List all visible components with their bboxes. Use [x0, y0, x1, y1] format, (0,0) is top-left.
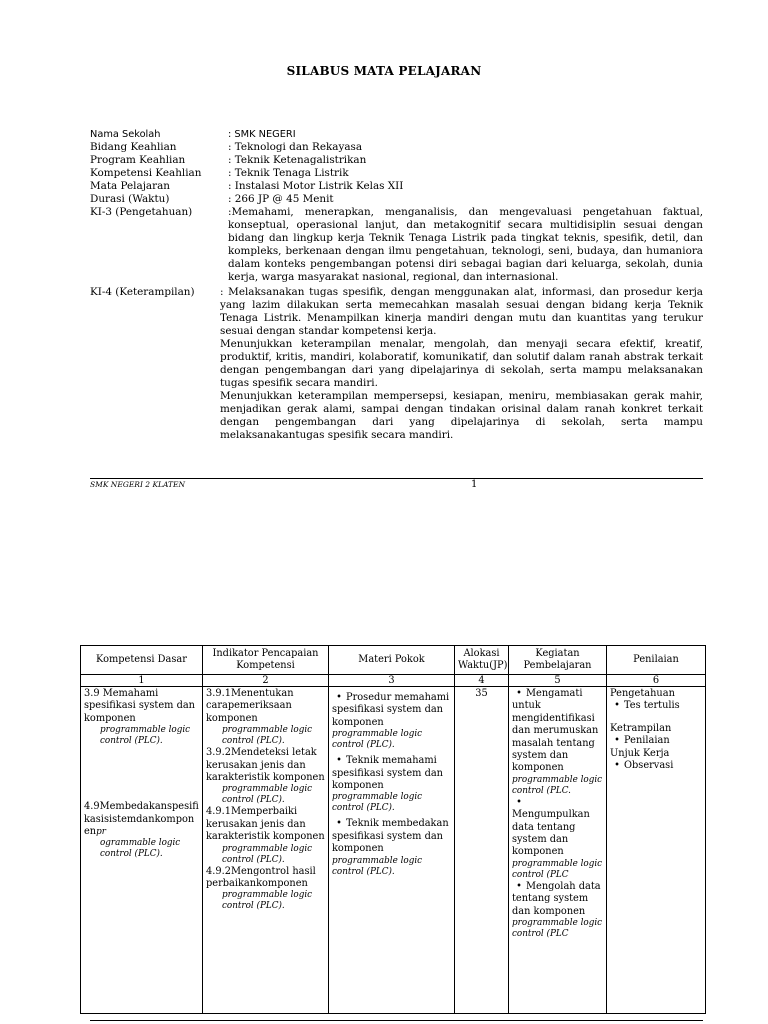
kd-text: Membedakanspesifikasisistemdankomponen: [84, 801, 199, 838]
ki3-text: :Memahami, menerapkan, menganalisis, dan mengevaluasi pengetahuan faktual, konseptual, operasional lanjut, dan metakognitif secara multidisiplin sesuai dengan bidang dan lingkup kerja Teknik Tenaga Listrik pada tingkat teknis, spesifik, detil, dan kompleks, berkenaan dengan ilmu pengetahuan, teknologi, seni, budaya, dan humaniora dalam konteks pengembangan potensi diri sebagai bagian dari keluarga, sekolah, dunia kerja, warga masyarakat nasional, regional, dan internasional.: [228, 206, 703, 283]
materi-italic: programmable logic control (PLC).: [332, 729, 423, 751]
header-indikator: Indikator Pencapaian Kompetensi: [203, 646, 329, 675]
kd-italic: programmable logic control (PLC).: [100, 725, 191, 747]
bullet-icon: •: [516, 688, 522, 699]
penilaian-text: Observasi: [624, 760, 674, 772]
info-value: : Teknik Tenaga Listrik: [228, 167, 349, 179]
spacer: [84, 747, 199, 801]
penilaian-text: Penilaian Unjuk Kerja: [610, 735, 670, 759]
info-label: Nama Sekolah: [90, 129, 161, 140]
indicator-italic: programmable logic control (PLC).: [222, 725, 313, 747]
ki4-paragraph-2: Menunjukkan keterampilan menalar, mengolah, dan menyaji secara efektif, kreatif, produktif, kritis, mandiri, kolaboratif, komunikatif, dan solutif dalam ranah abstrak terkait dengan pengembangan dari yang dipelajarinya di sekolah, serta mampu melaksanakan tugas spesifik secara mandiri.: [220, 338, 703, 389]
kegiatan-italic: programmable logic control (PLC: [512, 858, 603, 880]
indicator-code: 4.9.2: [206, 865, 231, 877]
cell-kompetensi-dasar: [81, 687, 203, 1014]
bullet-icon: •: [614, 760, 620, 772]
list-item: [610, 760, 702, 772]
list-item: [332, 755, 451, 792]
kegiatan-text: Mengamati untuk mengidentifikasi dan merumuskan masalah tentang system dan komponen: [512, 688, 599, 774]
cell-alokasi-waktu: 35: [455, 687, 509, 1014]
info-row-subject: [90, 180, 703, 193]
materi-text: Teknik memahami spesifikasi system dan komponen: [332, 755, 443, 792]
indicator-text: Mendeteksi letak kerusakan jenis dan karakteristik komponen: [206, 747, 325, 784]
cell-penilaian: [607, 687, 706, 1014]
footer-divider: [90, 1020, 703, 1021]
info-value: : Teknologi dan Rekayasa: [228, 141, 363, 153]
kd-code: 3.9: [84, 688, 100, 699]
column-number: 1: [81, 675, 203, 687]
ki4-paragraph-1: : Melaksanakan tugas spesifik, dengan menggunakan alat, informasi, dan prosedur kerja yang lazim dilakukan serta memecahkan masalah sesuai dengan bidang kerja Teknik Tenaga Listrik. Menampilkan kinerja mandiri dengan mutu dan kuantitas yang terukur sesuai dengan standar kompetensi kerja.: [220, 286, 703, 337]
header-penilaian: Penilaian: [607, 646, 706, 675]
header-kompetensi-dasar: Kompetensi Dasar: [81, 646, 203, 675]
indicator-item: [206, 688, 325, 725]
cell-materi-pokok: [329, 687, 455, 1014]
bullet-icon: •: [336, 692, 342, 703]
info-label: Kompetensi Keahlian: [90, 167, 202, 179]
indicator-item: [206, 747, 325, 784]
header-kegiatan: Kegiatan Pembelajaran: [509, 646, 607, 675]
info-row-program: [90, 154, 703, 167]
kd-code: 4.9: [84, 801, 100, 813]
syllabus-info: [90, 128, 703, 442]
kegiatan-text: Mengolah data tentang system dan komponen: [512, 880, 601, 917]
info-row-school: [90, 128, 703, 141]
list-item: [512, 688, 603, 775]
column-number: 4: [455, 675, 509, 687]
indicator-code: 4.9.1: [206, 806, 231, 818]
kd-italic-inline: pr: [96, 827, 106, 838]
kegiatan-italic: programmable logic control (PLC: [512, 918, 603, 940]
indicator-text: Mengontrol hasil perbaikankomponen: [206, 865, 316, 890]
header-materi-pokok: Materi Pokok: [329, 646, 455, 675]
indicator-text: Menentukan carapemeriksaan komponen: [206, 688, 294, 724]
list-item: [512, 881, 603, 918]
bullet-icon: •: [336, 818, 342, 830]
cell-kegiatan: [509, 687, 607, 1014]
kd-italic: ogrammable logic control (PLC).: [100, 838, 181, 860]
ki4-label: KI-4 (Keterampilan): [90, 286, 195, 298]
column-number: 2: [203, 675, 329, 687]
penilaian-heading: Pengetahuan: [610, 688, 675, 699]
indicator-code: 3.9.1: [206, 688, 231, 699]
list-item: [610, 700, 702, 712]
bullet-icon: •: [614, 735, 620, 747]
table-number-row: [81, 675, 706, 687]
list-item: [610, 735, 702, 760]
indicator-text: Memperbaiki kerusakan jenis dan karakteristik komponen: [206, 806, 325, 843]
bullet-icon: •: [614, 700, 620, 712]
info-row-ki4: [90, 286, 703, 442]
footer-school-name: SMK NEGERI 2 KLATEN: [90, 480, 186, 489]
header-alokasi-waktu: Alokasi Waktu(JP): [455, 646, 509, 675]
materi-italic: programmable logic control (PLC).: [332, 792, 423, 814]
syllabus-table: [80, 645, 706, 1014]
info-row-duration: [90, 193, 703, 206]
bullet-icon: •: [516, 796, 522, 808]
ki4-text: [220, 286, 703, 442]
info-label: Bidang Keahlian: [90, 141, 177, 153]
list-item: [512, 797, 603, 859]
info-value: : Instalasi Motor Listrik Kelas XII: [228, 180, 404, 192]
bullet-icon: •: [336, 755, 342, 767]
info-row-field: [90, 141, 703, 154]
kd-text: Memahami spesifikasi system dan komponen: [84, 688, 195, 724]
column-number: 5: [509, 675, 607, 687]
info-label: Mata Pelajaran: [90, 180, 170, 192]
indicator-italic: programmable logic control (PLC).: [222, 784, 313, 806]
info-label: Durasi (Waktu): [90, 193, 170, 205]
materi-text: Prosedur memahami spesifikasi system dan komponen: [332, 692, 450, 728]
bullet-icon: •: [516, 880, 522, 892]
indicator-item: [206, 866, 325, 891]
indicator-italic: programmable logic control (PLC).: [222, 890, 313, 912]
table-header-row: [81, 646, 706, 675]
table-row: [81, 687, 706, 1014]
indicator-italic: programmable logic control (PLC).: [222, 843, 313, 865]
ki3-label: KI-3 (Pengetahuan): [90, 206, 193, 218]
column-number: 3: [329, 675, 455, 687]
cell-indikator: [203, 687, 329, 1014]
penilaian-heading: Ketrampilan: [610, 722, 672, 734]
footer-page-number: 1: [471, 479, 478, 490]
penilaian-text: Tes tertulis: [624, 700, 680, 712]
info-value: : 266 JP @ 45 Menit: [228, 193, 334, 205]
footer-divider: [90, 478, 703, 479]
indicator-code: 3.9.2: [206, 747, 231, 759]
kegiatan-text: Mengumpulkan data tentang system dan komponen: [512, 809, 590, 858]
ki4-paragraph-3: Menunjukkan keterampilan mempersepsi, kesiapan, meniru, membiasakan gerak mahir, menjadikan gerak alami, sampai dengan tindakan orisinal dalam ranah konkret terkait dengan pengembangan dari yang dipelajarinya di sekolah, serta mampu melaksanakantugas spesifik secara mandiri.: [220, 390, 703, 441]
info-value: : Teknik Ketenagalistrikan: [228, 154, 367, 166]
info-row-ki3: [90, 206, 703, 284]
info-value: : SMK NEGERI: [228, 129, 296, 140]
column-number: 6: [607, 675, 706, 687]
indicator-item: [206, 806, 325, 843]
info-row-competency: [90, 167, 703, 180]
materi-text: Teknik membedakan spesifikasi system dan komponen: [332, 818, 449, 855]
kegiatan-italic: programmable logic control (PLC.: [512, 774, 603, 796]
list-item: [332, 692, 451, 729]
list-item: [332, 818, 451, 855]
materi-italic: programmable logic control (PLC).: [332, 855, 423, 877]
page-title: SILABUS MATA PELAJARAN: [286, 64, 482, 78]
spacer: [610, 713, 702, 723]
info-label: Program Keahlian: [90, 154, 186, 166]
